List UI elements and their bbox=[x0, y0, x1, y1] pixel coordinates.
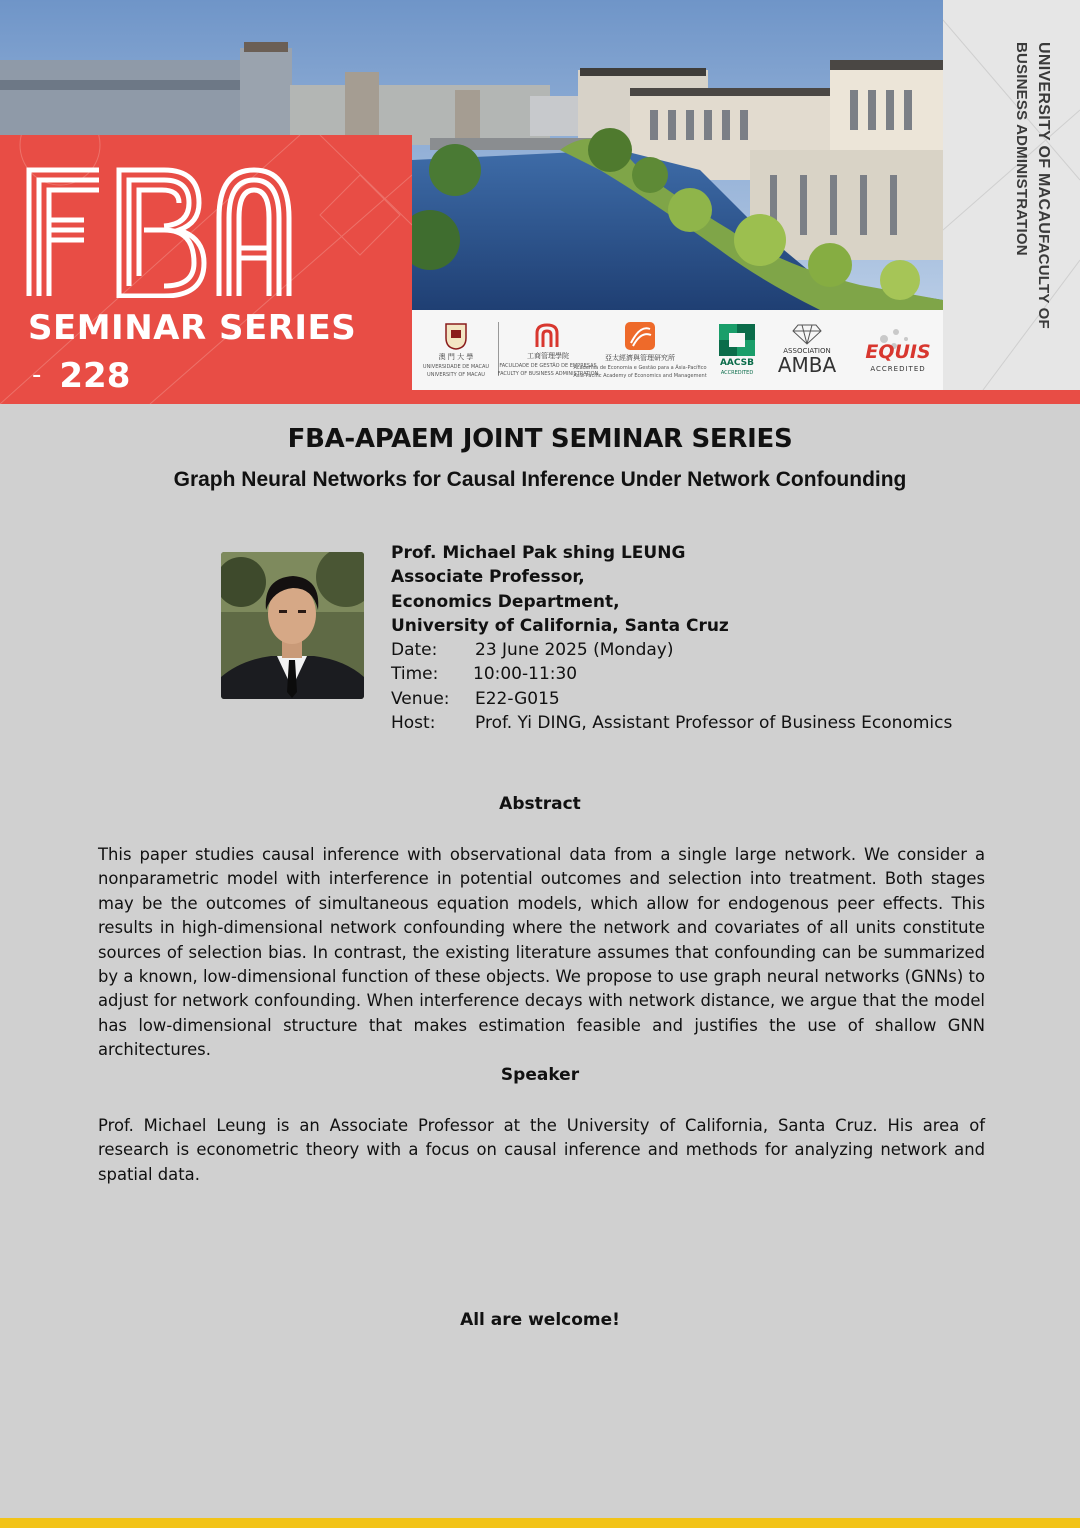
venue-row bbox=[391, 687, 952, 711]
um-crest-icon bbox=[443, 322, 469, 350]
fba-logo bbox=[24, 158, 294, 298]
speaker-position: Associate Professor, bbox=[391, 567, 585, 588]
fba-faculty-logo: 工商管理學院 FACULDADE DE GESTÃO DE EMPRESAS FACULTY OF BUSINESS ADMINISTRATION bbox=[508, 310, 588, 390]
partner-logo-strip bbox=[412, 310, 943, 390]
talk-title: Graph Neural Networks for Causal Inference Under Network Confounding bbox=[173, 468, 907, 491]
abstract-heading: Abstract bbox=[499, 794, 581, 814]
date-label: Date: bbox=[391, 640, 438, 661]
series-number-value: 228 bbox=[59, 356, 131, 396]
speaker-details bbox=[391, 541, 952, 735]
host-value: Prof. Yi DING, Assistant Professor of Business Economics bbox=[475, 713, 953, 734]
apaem-icon bbox=[623, 321, 657, 351]
seminar-title: FBA-APAEM JOINT SEMINAR SERIES bbox=[287, 424, 793, 454]
faculty-name: FACULTY OF BUSINESS ADMINISTRATION bbox=[1013, 42, 1052, 329]
banner-red-stripe bbox=[412, 390, 1080, 404]
date-value: 23 June 2025 (Monday) bbox=[475, 640, 674, 661]
host-label: Host: bbox=[391, 713, 436, 734]
faculty-vertical-text bbox=[1010, 42, 1054, 404]
speaker-university: University of California, Santa Cruz bbox=[391, 615, 729, 636]
date-row bbox=[391, 638, 952, 662]
time-row bbox=[391, 662, 952, 686]
diamond-icon bbox=[792, 323, 822, 345]
speaker-bio: Prof. Michael Leung is an Associate Professor at the University of California, Santa Cruz. His area of research is econometric theory with a focus on causal inference and methods for analyzing network and spatial data. bbox=[98, 1116, 985, 1184]
speaker-photo bbox=[221, 552, 364, 699]
university-name: UNIVERSITY OF MACAU bbox=[1035, 42, 1052, 235]
venue-value: E22-G015 bbox=[475, 688, 560, 709]
series-dash: - bbox=[32, 360, 42, 390]
time-label: Time: bbox=[391, 664, 439, 685]
amba-logo: ASSOCIATION AMBA bbox=[772, 310, 842, 390]
speaker-name: Prof. Michael Pak shing LEUNG bbox=[391, 543, 686, 563]
apaem-logo: 亞太經濟與管理研究所 Academia de Economia e Gestão para a Ásia-Pacífico Asia-Pacific Academy of Economics and Management bbox=[594, 310, 686, 390]
bottom-yellow-bar bbox=[0, 1518, 1080, 1528]
aacsb-icon bbox=[719, 324, 755, 356]
equis-logo: EQUIS ACCREDITED bbox=[858, 310, 938, 390]
host-row bbox=[391, 711, 952, 735]
aacsb-logo: AACSB ACCREDITED bbox=[710, 310, 764, 390]
abstract-text: This paper studies causal inference with observational data from a single large network. We consider a nonparametric model with interference in potential outcomes and selection into treatment. Both stages may be the outcomes of simultaneous equation models, which allow for endogenous peer effects. This results in high-dimensional network confounding where the network and covariates of all units constitute sources of selection bias. In contrast, the existing literature assumes that confounding can be summarized by a known, low-dimensional function of these objects. We propose to use graph neural networks (GNNs) to adjust for network confounding. When interference decays with network distance, we argue that the model has low-dimensional structure that makes estimation feasible and justifies the use of shallow GNN architectures. bbox=[98, 845, 985, 1060]
closing-line: All are welcome! bbox=[460, 1310, 620, 1330]
header-banner bbox=[0, 0, 1080, 404]
fba-faculty-icon bbox=[533, 323, 563, 349]
time-value: 10:00-11:30 bbox=[473, 664, 578, 685]
um-logo: 澳 門 大 學 UNIVERSIDADE DE MACAU UNIVERSITY OF MACAU bbox=[418, 310, 494, 390]
speaker-department: Economics Department, bbox=[391, 591, 620, 612]
series-number bbox=[32, 356, 130, 396]
seminar-series-label: SEMINAR SERIES bbox=[28, 308, 357, 348]
speaker-heading: Speaker bbox=[500, 1065, 580, 1085]
venue-label: Venue: bbox=[391, 688, 450, 709]
